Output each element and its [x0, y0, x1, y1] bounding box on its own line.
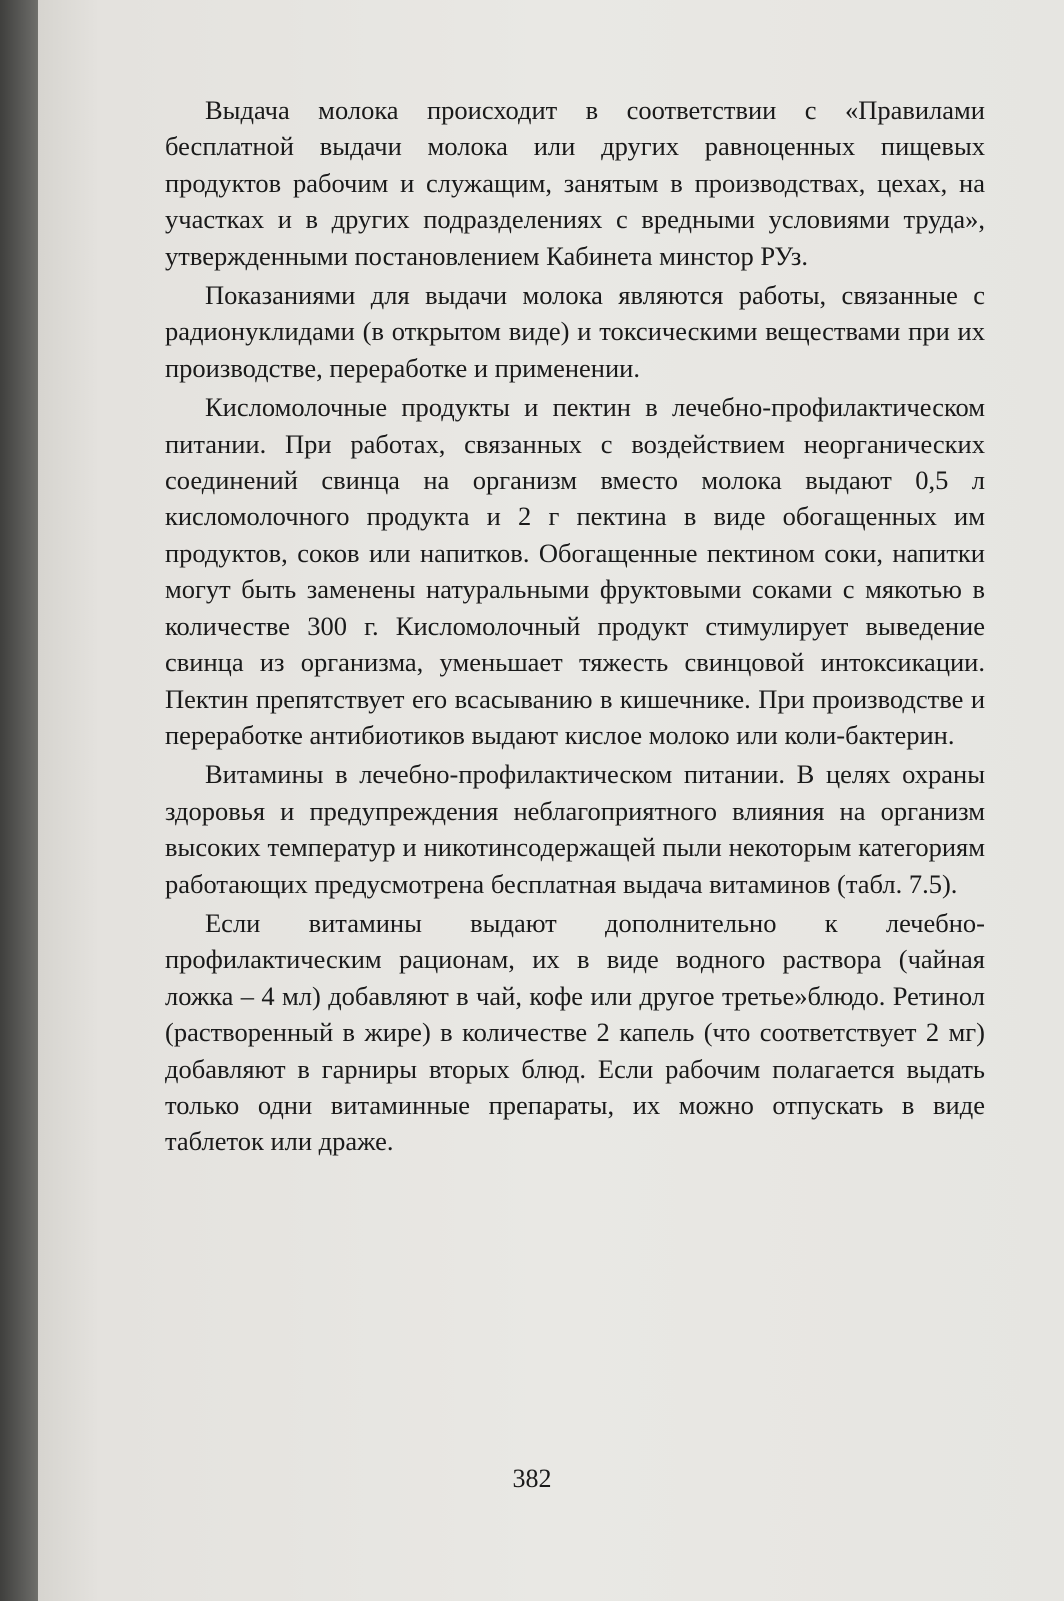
paragraph-fermented-milk-pectin: Кисломолочные продукты и пектин в лечебно-профилактическом питании. При работах, связанных с воздействием неорганических соединений свинца на организм вместо молока выдают 0,5 л кисломолочного продукта и 2 г пектина в виде обогащенных им продуктов, соков или напитков. Обогащенные пектином соки, напитки могут быть заменены натуральными фруктовыми соками с мякотью в количестве 300 г. Кисломолочный продукт стимулирует выведение свинца из организма, уменьшает тяжесть свинцовой интоксикации. Пектин препятствует его всасыванию в кишечнике. При производстве и переработке антибиотиков выдают кислое молоко или коли-бактерин.: [165, 392, 985, 750]
paragraph-milk-rules: Выдача молока происходит в соответствии с «Правилами бесплатной выдачи молока или других равноценных пищевых продуктов рабочим и служащим, занятым в производствах, цехах, на участках и в других подразделениях с вредными условиями труда», утвержденными постановлением Кабинета минстор РУз.: [165, 95, 985, 271]
body-text: [165, 92, 985, 1163]
paragraph-vitamin-dosage: Если витамины выдают дополнительно к лечебно-профилактическим рационам, их в виде водного раствора (чайная ложка – 4 мл) добавляют в чай, кофе или другое третье»блюдо. Ретинол (растворенный в жире) в количестве 2 капель (что соответствует 2 мг) добавляют в гарниры вторых блюд. Если рабочим полагается выдать только одни витаминные препараты, их можно отпускать в виде таблеток или драже.: [165, 907, 985, 1157]
paragraph-vitamins: Витамины в лечебно-профилактическом питании. В целях охраны здоровья и предупреждения неблагоприятного влияния на организм высоких температур и никотинсодержащей пыли некоторым категориям работающих предусмотрена бесплатная выдача витаминов (табл. 7.5).: [165, 759, 985, 899]
paragraph-milk-indications: Показаниями для выдачи молока являются работы, связанные с радионуклидами (в открытом виде) и токсическими веществами при их производстве, переработке и применении.: [165, 280, 985, 383]
page-number: 382: [512, 1464, 552, 1493]
